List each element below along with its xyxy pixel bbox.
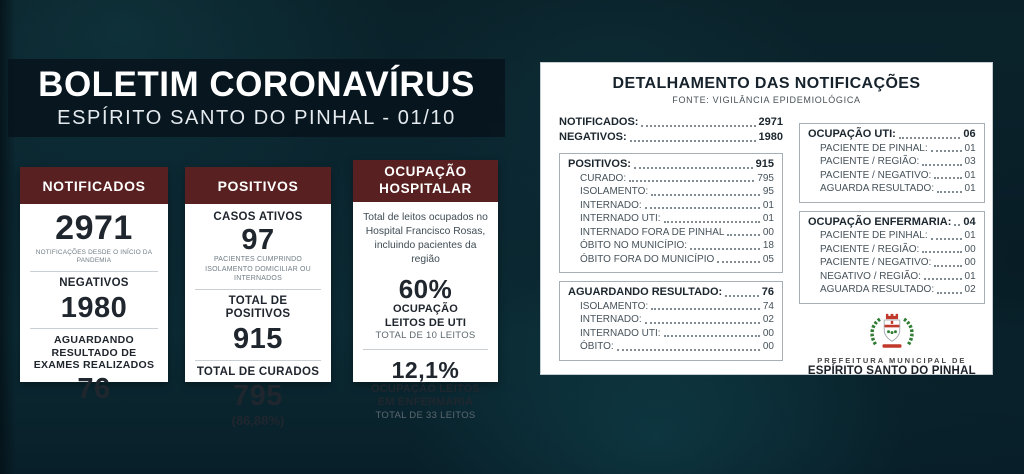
dotted-leader (922, 251, 961, 253)
dotted-leader (931, 238, 962, 240)
panel-source: FONTE: VIGILÂNCIA EPIDEMIOLÓGICA (672, 95, 861, 105)
total-curados-value: 795 (233, 380, 283, 413)
detail-panel (540, 62, 993, 375)
box-header-value: 76 (761, 286, 774, 298)
dotted-leader (664, 221, 760, 223)
prefeitura-line1: PREFEITURA MUNICIPAL DE (817, 355, 967, 365)
row-value: 74 (762, 300, 774, 312)
uti-label-line2: LEITOS DE UTI (384, 316, 467, 329)
row-value: 01 (964, 183, 976, 194)
row-value: 01 (964, 230, 976, 241)
enfermaria-label-line1: OCUPAÇÃO LEITOS (371, 382, 480, 395)
row-label: INTERNADO FORA DE PINHAL (580, 226, 725, 238)
detail-row (568, 327, 774, 341)
dotted-leader (634, 167, 753, 169)
dotted-leader (664, 335, 760, 337)
box-aguardando-resultado (559, 281, 783, 361)
detail-row (808, 142, 976, 156)
detail-row (808, 169, 976, 183)
total-positivos-value: 915 (233, 323, 283, 356)
panel-left-column (559, 115, 783, 377)
row-label: INTERNADO UTI: (580, 327, 661, 339)
dotted-leader (934, 177, 961, 179)
detail-row (808, 270, 976, 284)
dotted-leader (651, 194, 760, 196)
box-ocupacao-uti (799, 123, 985, 203)
dotted-leader (617, 349, 760, 351)
total-curados-label: TOTAL DE CURADOS (196, 365, 320, 378)
dotted-leader (954, 224, 960, 226)
panel-right-column (799, 115, 985, 377)
row-value: 01 (964, 169, 976, 181)
detail-row (568, 239, 774, 253)
enfermaria-total-leitos: TOTAL DE 33 LEITOS (375, 410, 476, 421)
dotted-leader (651, 308, 760, 310)
row-label: AGUARDA RESULTADO: (820, 284, 935, 295)
notificados-total: 2971 (55, 209, 133, 247)
summary-value: 1980 (758, 131, 783, 143)
summary-value: 2971 (758, 116, 783, 128)
row-label: ISOLAMENTO: (580, 300, 649, 312)
uti-percent: 60% (398, 273, 453, 304)
dotted-leader (899, 137, 961, 139)
uti-label-line1: OCUPAÇÃO (393, 302, 458, 315)
enfermaria-label-line2: EM ENFERMARIA (377, 396, 474, 409)
row-value: 95 (762, 186, 774, 197)
row-value: 00 (762, 327, 774, 339)
box-header-value: 06 (963, 128, 976, 140)
dotted-leader (937, 292, 961, 294)
row-label: ISOLAMENTO: (580, 186, 649, 197)
row-value: 02 (762, 314, 774, 325)
card-ocupacao-body (353, 202, 498, 427)
dotted-leader (641, 125, 755, 127)
box-positivos-header (568, 158, 774, 172)
panel-columns (559, 115, 974, 377)
row-value: 01 (762, 213, 774, 224)
box-ocupacao-enfermaria (799, 211, 985, 304)
row-label: PACIENTE DE PINHAL: (820, 230, 928, 241)
dotted-leader (645, 207, 760, 209)
notificados-caption: NOTIFICAÇÕES DESDE O INÍCIO DA PANDEMIA (35, 248, 153, 265)
detail-row (568, 226, 774, 240)
dotted-leader (645, 322, 760, 324)
card-notificados-header: NOTIFICADOS (20, 167, 168, 204)
casos-ativos-value: 97 (241, 223, 275, 256)
row-label: CURADO: (580, 172, 627, 184)
dotted-leader (630, 140, 756, 142)
detail-row (568, 253, 774, 267)
row-value: 03 (964, 156, 976, 167)
detail-row (808, 229, 976, 243)
row-label: PACIENTE / REGIÃO: (820, 243, 920, 255)
detail-row (568, 185, 774, 199)
enfermaria-percent: 12,1% (391, 357, 460, 384)
row-label: PACIENTE / NEGATIVO: (820, 257, 932, 268)
row-value: 01 (762, 199, 774, 211)
card-notificados-body (20, 204, 168, 410)
box-enfermaria-header (808, 216, 976, 230)
dotted-leader (931, 150, 962, 152)
panel-title: DETALHAMENTO DAS NOTIFICAÇÕES (612, 75, 921, 92)
divider (30, 271, 158, 272)
box-header-value: 915 (755, 158, 774, 170)
panel-summary (559, 115, 783, 145)
prefeitura-line2: ESPÍRITO SANTO DO PINHAL (807, 364, 976, 377)
dotted-leader (717, 261, 760, 263)
row-label: PACIENTE DE PINHAL: (820, 142, 928, 154)
detail-row (568, 172, 774, 186)
row-label: ÓBITO FORA DO MUNICÍPIO (580, 253, 715, 265)
card-ocupacao-header: OCUPAÇÃO HOSPITALAR (353, 160, 498, 202)
row-label: PACIENTE / NEGATIVO: (820, 169, 932, 181)
detail-row (568, 199, 774, 213)
casos-ativos-caption: PACIENTES CUMPRINDO ISOLAMENTO DOMICILIAR OU INTERNADOS (205, 256, 311, 283)
aguardando-value: 76 (77, 372, 111, 405)
total-positivos-label: TOTAL DE POSITIVOS (225, 294, 291, 321)
row-label: AGUARDA RESULTADO: (820, 183, 935, 194)
row-value: 01 (964, 270, 976, 282)
row-value: 00 (762, 341, 774, 352)
box-header-label: OCUPAÇÃO ENFERMARIA: (808, 215, 952, 228)
card-positivos (185, 167, 331, 428)
row-label: INTERNADO: (580, 199, 642, 211)
detail-row (808, 155, 976, 169)
dotted-leader (725, 295, 759, 297)
detail-row (568, 313, 774, 327)
city-coat-of-arms-icon (866, 313, 918, 353)
divider (195, 289, 321, 290)
divider (30, 328, 158, 329)
title-box (8, 59, 505, 137)
page-subtitle: ESPÍRITO SANTO DO PINHAL - 01/10 (57, 106, 456, 129)
dotted-leader (922, 164, 961, 166)
card-notificados (20, 167, 168, 405)
detail-row (808, 182, 976, 196)
row-value: 05 (762, 253, 774, 265)
summary-row (559, 115, 783, 130)
total-curados-percent: (86,88%) (231, 412, 285, 428)
dotted-leader (629, 180, 754, 182)
dotted-leader (727, 234, 759, 236)
row-value: 00 (762, 226, 774, 238)
box-positivos (559, 153, 783, 273)
card-ocupacao-hospitalar (353, 160, 498, 421)
summary-row (559, 130, 783, 145)
box-uti-header (808, 128, 976, 142)
summary-label: NOTIFICADOS: (559, 116, 639, 128)
row-label: PACIENTE / REGIÃO: (820, 156, 920, 167)
card-positivos-header: POSITIVOS (185, 167, 331, 204)
row-label: NEGATIVO / REGIÃO: (820, 270, 921, 282)
row-value: 02 (964, 284, 976, 295)
detail-row (568, 340, 774, 354)
row-value: 18 (762, 240, 774, 251)
summary-label: NEGATIVOS: (559, 131, 627, 143)
dotted-leader (934, 265, 961, 267)
dotted-leader (690, 248, 760, 250)
casos-ativos-label: CASOS ATIVOS (213, 211, 303, 223)
row-value: 01 (964, 142, 976, 154)
dotted-leader (924, 278, 962, 280)
row-label: ÓBITO: (580, 341, 614, 352)
box-header-label: OCUPAÇÃO UTI: (808, 128, 896, 140)
ocupacao-intro: Total de leitos ocupados no Hospital Francisco Rosas, incluindo pacientes da região (363, 212, 488, 265)
row-label: ÓBITO NO MUNICÍPIO: (580, 240, 688, 251)
row-label: INTERNADO: (580, 314, 642, 325)
negativos-label: NEGATIVOS (59, 276, 129, 289)
detail-row (808, 243, 976, 257)
panel-footer (799, 313, 985, 377)
row-value: 00 (964, 257, 976, 268)
divider (363, 349, 488, 350)
aguardando-label: AGUARDANDO RESULTADO DE EXAMES REALIZADOS (33, 334, 155, 372)
negativos-value: 1980 (60, 291, 128, 324)
detail-row (568, 212, 774, 226)
detail-row (808, 283, 976, 297)
divider (195, 360, 321, 361)
detail-row (808, 256, 976, 270)
box-header-label: POSITIVOS: (568, 158, 631, 170)
row-label: INTERNADO UTI: (580, 213, 661, 224)
row-value: 795 (757, 172, 774, 184)
uti-total-leitos: TOTAL DE 10 LEITOS (375, 330, 476, 342)
page-title: BOLETIM CORONAVÍRUS (38, 64, 475, 104)
box-header-value: 04 (963, 215, 976, 228)
box-aguardando-header (568, 286, 774, 300)
box-header-label: AGUARDANDO RESULTADO: (568, 286, 723, 298)
card-positivos-body (185, 204, 331, 434)
row-value: 00 (964, 243, 976, 255)
dotted-leader (937, 191, 961, 193)
detail-row (568, 300, 774, 314)
